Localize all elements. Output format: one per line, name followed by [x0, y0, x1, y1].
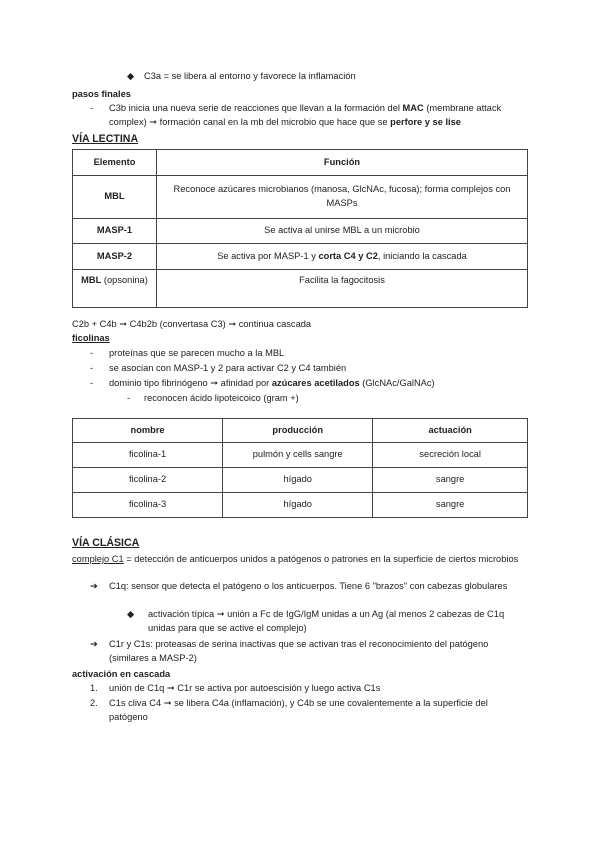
dash-bullet-icon: - [90, 103, 94, 113]
arrow-bullet-icon: ➔ [90, 639, 98, 649]
ficolinas-table [72, 418, 528, 518]
list-item: - reconocen ácido lipoteicoico (gram +) [72, 392, 528, 418]
table-row [73, 219, 528, 244]
c1q-item: ➔ C1q: sensor que detecta el patógeno o los anticuerpos. Tiene 6 "brazos" con cabezas globulares [72, 580, 528, 608]
cell-funcion: Se activa al unirse MBL a un microbio [157, 219, 528, 244]
cell-funcion: Se activa por MASP-1 y corta C4 y C2, iniciando la cascada [157, 244, 528, 270]
list-item: 1. unión de C1q ➞ C1r se activa por autoescisión y luego activa C1s [90, 683, 381, 693]
c1r-item: ➔ C1r y C1s: proteasas de serina inactivas que se activan tras el reconocimiento del patógeno (similares a MASP-2) [90, 639, 489, 663]
table-row: ficolina-1 pulmón y cells sangre secreción local [73, 443, 528, 468]
table-header-row [73, 419, 528, 443]
dash-bullet-icon: - [90, 363, 94, 373]
clasica-heading: VÍA CLÁSICA [72, 537, 140, 549]
lectina-heading: VÍA LECTINA [72, 133, 139, 145]
diamond-bullet-icon: ◆ [127, 71, 135, 81]
list-item: - proteínas que se parecen mucho a la MBL [72, 347, 528, 362]
cell-elemento: MASP-2 [73, 244, 157, 270]
cascada-label: activación en cascada [72, 669, 171, 679]
list-item: 2. C1s cliva C4 ➞ se libera C4a (inflamación), y C4b se une covalentemente a la superficie del patógeno [90, 698, 488, 722]
c3b-text: C3b inicia una nueva serie de reacciones que llevan a la formación del MAC (membrane attack complex) ➞ formación canal en la mb del microbio que hace que se perfore y se lise [109, 103, 502, 127]
dash-bullet-icon: - [90, 378, 94, 388]
header-nombre: nombre [73, 419, 223, 443]
complejo-c1-text: complejo C1 = detección de anticuerpos unidos a patógenos o patrones en la superficie de ciertos microbios [72, 554, 519, 564]
c3a-text: C3a = se libera al entorno y favorece la inflamación [144, 71, 356, 81]
header-funcion: Función [157, 150, 528, 176]
dash-bullet-icon: - [90, 348, 94, 358]
cell-elemento: MBL (opsonina) [73, 270, 157, 308]
pasos-finales-label: pasos finales [72, 89, 131, 99]
table-row [73, 270, 528, 308]
table-header-row [73, 150, 528, 176]
c2b-line: C2b + C4b ➞ C4b2b (convertasa C3) ➞ continua cascada [72, 319, 312, 329]
header-produccion: producción [223, 419, 373, 443]
cell-funcion: Facilita la fagocitosis [157, 270, 528, 308]
table-row [73, 176, 528, 219]
list-item: - se asocian con MASP-1 y 2 para activar C2 y C4 también [72, 362, 528, 377]
header-actuacion: actuación [373, 419, 528, 443]
c3b-item [72, 102, 528, 130]
diamond-bullet-icon: ◆ [127, 609, 135, 619]
table-row: ficolina-2 hígado sangre [73, 468, 528, 493]
arrow-bullet-icon: ➔ [90, 581, 98, 591]
table-row [73, 244, 528, 270]
c1q-sub-item: ◆ activación típica ➞ unión a Fc de IgG/IgM unidas a un Ag (al menos 2 cabezas de C1q unidas para que se active el complejo) [127, 609, 505, 633]
dash-bullet-icon: - [127, 393, 131, 403]
list-item: - dominio tipo fibrinógeno ➞ afinidad por azúcares acetilados (GlcNAc/GalNAc) [72, 377, 528, 392]
cell-elemento: MASP-1 [73, 219, 157, 244]
cell-elemento: MBL [73, 176, 157, 219]
header-elemento: Elemento [73, 150, 157, 176]
c3a-item [72, 70, 528, 88]
ficolinas-label: ficolinas [72, 333, 110, 343]
cell-funcion: Reconoce azúcares microbianos (manosa, GlcNAc, fucosa); forma complejos con MASPs [157, 176, 528, 219]
document-page [72, 70, 528, 727]
table-row: ficolina-3 hígado sangre [73, 493, 528, 518]
lectina-table [72, 149, 528, 308]
